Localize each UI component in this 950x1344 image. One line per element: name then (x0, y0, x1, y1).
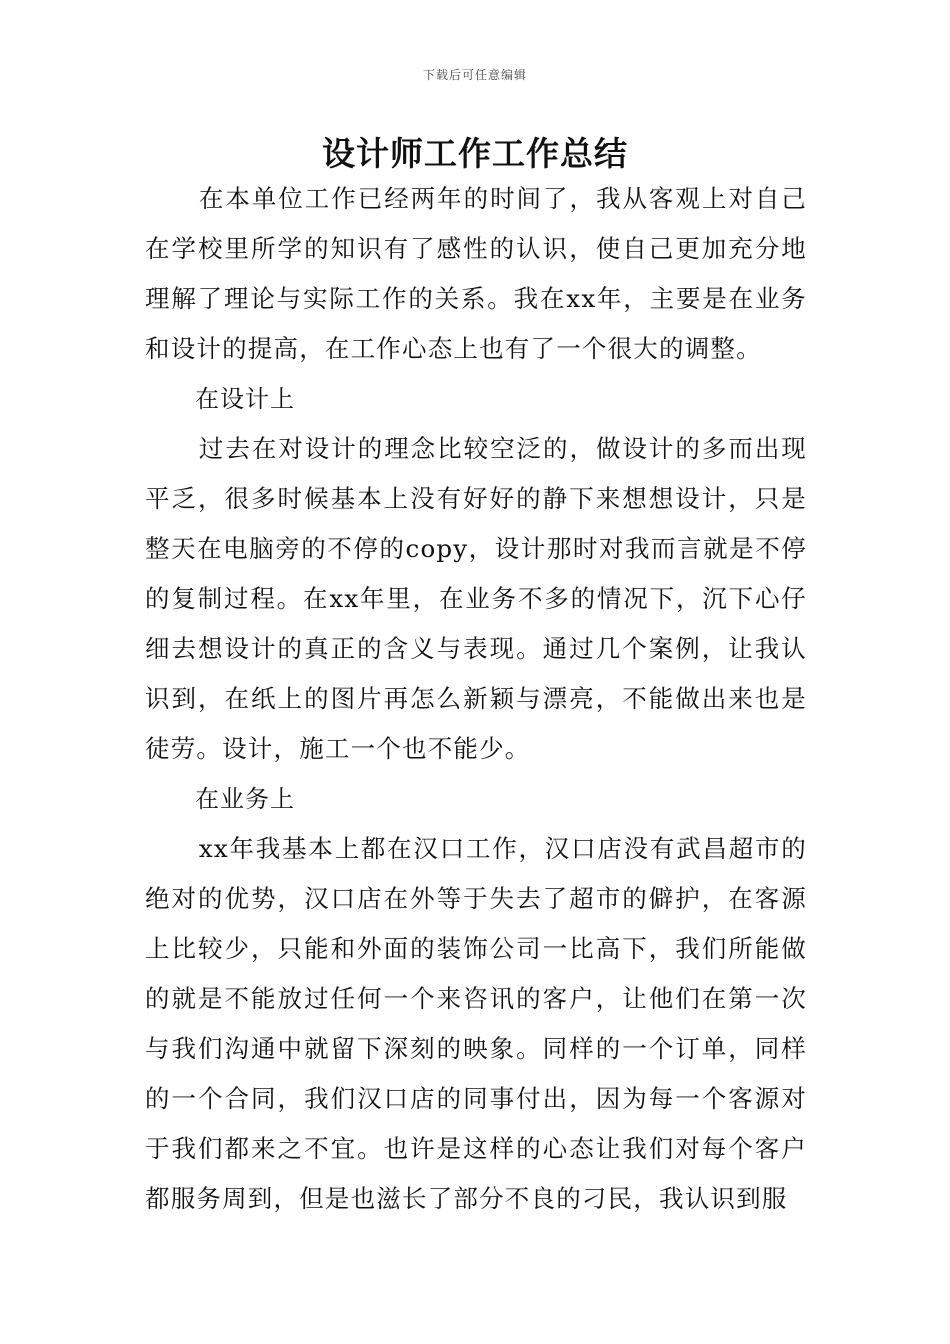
document-title: 设计师工作工作总结 (322, 134, 628, 173)
document-body (145, 174, 807, 1224)
paragraph-business: xx年我基本上都在汉口工作，汉口店没有武昌超市的绝对的优势，汉口店在外等于失去了超市的僻护，在客源上比较少，只能和外面的装饰公司一比高下，我们所能做的就是不能放过任何一个来咨讯的客户，让他们在第一次与我们沟通中就留下深刻的映象。同样的一个订单，同样的一个合同，我们汉口店的同事付出，因为每一个客源对于我们都来之不宜。也许是这样的心态让我们对每个客户都服务周到，但是也滋长了部分不良的刁民，我认识到服 (145, 834, 807, 1213)
section-heading-business: 在业务上 (195, 785, 295, 813)
paragraph-design: 过去在对设计的理念比较空泛的，做设计的多而出现平乏，很多时候基本上没有好好的静下来想想设计，只是整天在电脑旁的不停的copy，设计那时对我而言就是不停的复制过程。在xx年里，在业务不多的情况下，沉下心仔细去想设计的真正的含义与表现。通过几个案例，让我认识到，在纸上的图片再怎么新颖与漂亮，不能做出来也是徒劳。设计，施工一个也不能少。 (145, 434, 807, 763)
header-note: 下载后可任意编辑 (422, 68, 527, 82)
paragraph-intro: 在本单位工作已经两年的时间了，我从客观上对自己在学校里所学的知识有了感性的认识，使自己更加充分地理解了理论与实际工作的关系。我在xx年，主要是在业务和设计的提高，在工作心态上也有了一个很大的调整。 (145, 184, 807, 363)
section-heading-design: 在设计上 (195, 385, 295, 413)
